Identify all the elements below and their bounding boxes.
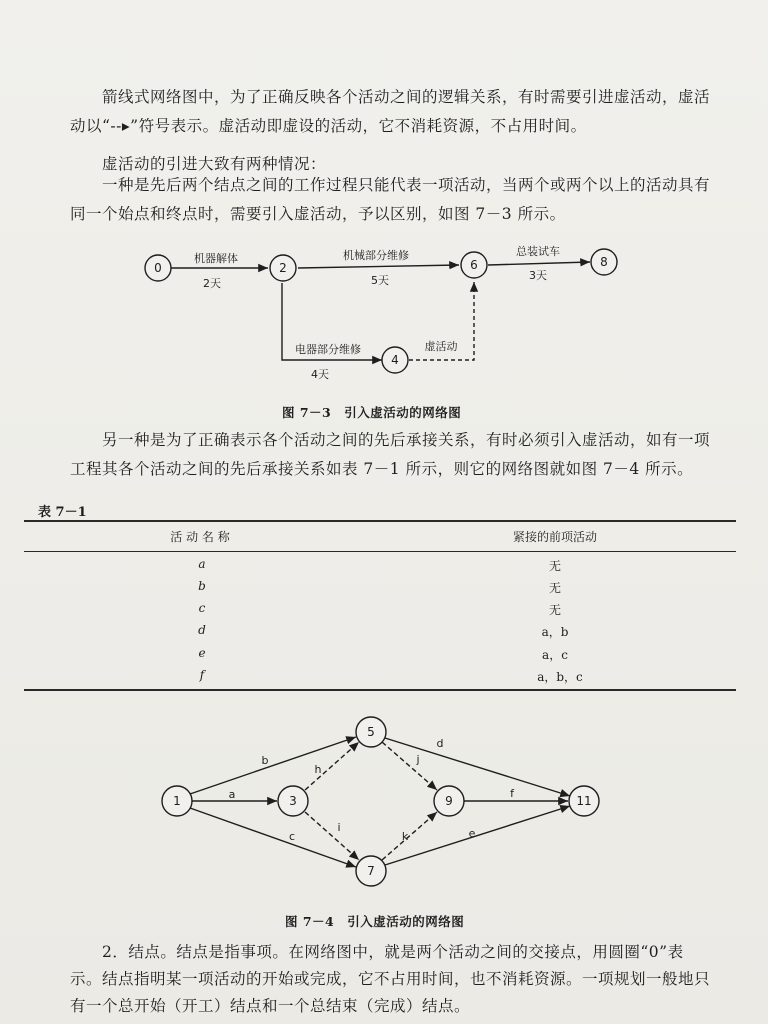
node-9 xyxy=(434,786,464,816)
node-5-label: 5 xyxy=(367,725,375,739)
paragraph-2: 虚活动的引进大致有两种情况： xyxy=(102,155,327,173)
edge-7-11-e xyxy=(385,806,570,865)
edge-5-9-j xyxy=(382,742,437,790)
node-3-label: 3 xyxy=(289,794,297,808)
node-7-label: 7 xyxy=(367,864,375,878)
node-0-label: 0 xyxy=(154,261,162,275)
edge-5-11-d xyxy=(385,738,570,796)
edge-label-h: h xyxy=(314,763,322,776)
edge-4-6-name: 虚活动 xyxy=(424,340,458,353)
edge-6-8-time: 3天 xyxy=(529,269,547,282)
paragraph-5-line-2: 示。结点指明某一项活动的开始或完成，它不占用时间，也不消耗资源。一项规划一般地只 xyxy=(70,970,711,988)
paragraph-1-line-2: 动以“--▸”符号表示。虚活动即虚设的活动，它不消耗资源，不占用时间。 xyxy=(70,117,587,135)
node-2-label: 2 xyxy=(279,261,287,275)
edge-label-f: f xyxy=(510,787,514,800)
figure-7-4-caption: 图 7－4 引入虚活动的网络图 xyxy=(285,914,465,929)
edge-label-b: b xyxy=(261,754,269,767)
table-cell-predecessor: 无 xyxy=(548,603,561,617)
node-11-label: 11 xyxy=(576,794,592,808)
edge-3-7-i xyxy=(305,812,359,860)
table-header-rule xyxy=(24,551,736,552)
paragraph-4-line-2: 工程其各个活动之间的先后承接关系如表 7－1 所示，则它的网络图就如图 7－4 所示。 xyxy=(70,460,694,478)
node-9-label: 9 xyxy=(445,794,453,808)
node-7 xyxy=(356,856,386,886)
node-5 xyxy=(356,717,386,747)
table-bottom-rule xyxy=(24,689,736,691)
node-8 xyxy=(591,249,617,275)
paragraph-3-line-2: 同一个始点和终点时，需要引入虚活动，予以区别，如图 7－3 所示。 xyxy=(70,205,566,223)
edge-2-4-name: 电器部分维修 xyxy=(295,343,361,356)
edge-label-c: c xyxy=(288,830,296,843)
table-cell-predecessor: a，c xyxy=(542,648,568,662)
edge-label-e: e xyxy=(468,827,476,840)
table-cell-activity: c xyxy=(198,601,206,615)
node-6 xyxy=(461,252,487,278)
edge-label-a: a xyxy=(228,788,236,801)
node-11 xyxy=(569,786,599,816)
table-cell-predecessor: a，b，c xyxy=(537,670,583,684)
paragraph-4-line-1: 另一种是为了正确表示各个活动之间的先后承接关系，有时必须引入虚活动，如有一项 xyxy=(102,431,711,449)
edge-2-4-time: 4天 xyxy=(311,368,329,381)
paragraph-3-line-1: 一种是先后两个结点之间的工作过程只能代表一项活动，当两个或两个以上的活动具有 xyxy=(102,176,711,194)
node-3 xyxy=(278,786,308,816)
table-header-activity: 活 动 名 称 xyxy=(170,530,230,544)
table-top-rule xyxy=(24,520,736,522)
edge-label-k: k xyxy=(401,830,409,843)
table-header-predecessor: 紧接的前项活动 xyxy=(512,530,597,544)
edge-label-i: i xyxy=(337,821,341,834)
table-cell-activity: b xyxy=(198,579,206,593)
table-cell-activity: d xyxy=(198,623,206,637)
node-1 xyxy=(162,786,192,816)
edge-2-6 xyxy=(298,265,459,268)
table-cell-predecessor: 无 xyxy=(548,581,561,595)
table-7-1-label: 表 7－1 xyxy=(38,505,87,520)
table-cell-activity: f xyxy=(199,668,205,682)
table-cell-predecessor: a，b xyxy=(541,625,569,639)
table-cell-activity: a xyxy=(198,557,206,571)
node-4 xyxy=(382,347,408,373)
node-2 xyxy=(270,255,296,281)
node-4-label: 4 xyxy=(391,353,399,367)
figure-7-3-caption: 图 7－3 引入虚活动的网络图 xyxy=(282,405,462,420)
paragraph-1-line-1: 箭线式网络图中，为了正确反映各个活动之间的逻辑关系，有时需要引进虚活动，虚活 xyxy=(102,88,711,106)
edge-6-8-name: 总装试车 xyxy=(516,245,560,258)
table-cell-predecessor: 无 xyxy=(548,559,561,573)
edge-label-j: j xyxy=(416,753,420,766)
edge-2-6-name: 机械部分维修 xyxy=(343,249,409,262)
node-8-label: 8 xyxy=(600,255,608,269)
edge-1-7-c xyxy=(190,808,356,867)
edge-6-8 xyxy=(488,262,590,265)
paragraph-5-line-3: 有一个总开始（开工）结点和一个总结束（完成）结点。 xyxy=(70,997,471,1015)
node-0 xyxy=(145,255,171,281)
edge-3-5-h xyxy=(305,742,359,790)
paragraph-5-line-1: 2．结点。结点是指事项。在网络图中，就是两个活动之间的交接点，用圆圈“0”表 xyxy=(102,943,684,961)
edge-0-2-time: 2天 xyxy=(203,277,221,290)
edge-0-2-name: 机器解体 xyxy=(194,252,238,265)
edge-2-6-time: 5天 xyxy=(371,274,389,287)
network-diagram-7-3 xyxy=(130,240,630,390)
network-diagram-7-4 xyxy=(150,710,620,900)
edge-1-5-b xyxy=(190,737,356,794)
table-cell-activity: e xyxy=(198,646,206,660)
node-6-label: 6 xyxy=(470,258,478,272)
node-1-label: 1 xyxy=(173,794,181,808)
edge-7-9-k xyxy=(382,812,437,860)
edge-label-d: d xyxy=(436,737,444,750)
